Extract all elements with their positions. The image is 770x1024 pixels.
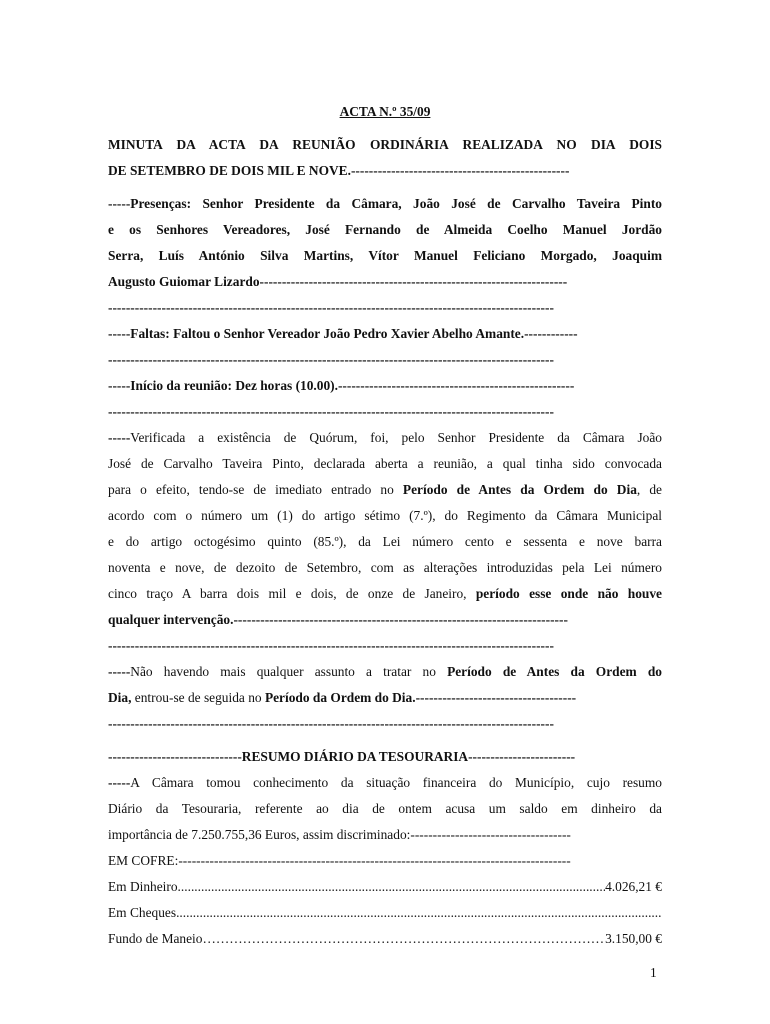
verificada-line-7: cinco traço A barra dois mil e dois, de onze de Janeiro, período esse onde não houve [108,586,662,601]
leader-dots [202,926,605,952]
verificada-line-8: qualquer intervenção.--------------------------------------------------------------------------- [108,612,568,627]
presencas-line-1: -----Presenças: Senhor Presidente da Câmara, João José de Carvalho Taveira Pinto [108,196,662,211]
em-dinheiro-value: 4.026,21 € [605,879,662,894]
naohavendo-line-1: -----Não havendo mais qualquer assunto a tratar no Período de Antes da Ordem do [108,664,662,679]
em-cheques-row [108,900,662,926]
separator-line: ---------------------------------------------------------------------------------------------------- [108,404,554,419]
verificada-line-4: acordo com o número um (1) do artigo sétimo (7.º), do Regimento da Câmara Municipal [108,508,662,523]
verificada-line-2: José de Carvalho Taveira Pinto, declarada aberta a reunião, a qual tinha sido convocada [108,456,662,471]
resumo-line-3: importância de 7.250.755,36 Euros, assim discriminado:------------------------------------ [108,827,571,842]
verificada-line-5: e do artigo octogésimo quinto (85.º), da Lei número cento e sessenta e nove barra [108,534,662,549]
separator-line: ---------------------------------------------------------------------------------------------------- [108,352,554,367]
naohavendo-line-2: Dia, entrou-se de seguida no Período da Ordem do Dia.------------------------------------ [108,690,577,705]
resumo-line-1: -----A Câmara tomou conhecimento da situação financeira do Município, cujo resumo [108,775,662,790]
verificada-line-6: noventa e nove, de dezoito de Setembro, com as alterações introduzidas pela Lei número [108,560,662,575]
verificada-line-1: -----Verificada a existência de Quórum, foi, pelo Senhor Presidente da Câmara João [108,430,662,445]
fundo-maneio-label: Fundo de Maneio [108,931,203,946]
subtitle-line-1: MINUTA DA ACTA DA REUNIÃO ORDINÁRIA REALIZADA NO DIA DOIS [108,137,662,152]
separator-line: ---------------------------------------------------------------------------------------------------- [108,300,554,315]
em-cofre-line: EM COFRE:---------------------------------------------------------------------------------------- [108,853,571,868]
separator-line: ---------------------------------------------------------------------------------------------------- [108,716,554,731]
resumo-heading: ------------------------------RESUMO DIÁRIO DA TESOURARIA------------------------ [108,749,576,764]
faltas-line: -----Faltas: Faltou o Senhor Vereador João Pedro Xavier Abelho Amante.------------ [108,326,578,341]
subtitle-line-2: DE SETEMBRO DE DOIS MIL E NOVE.------------------------------------------------- [108,163,570,178]
leader-dots [178,874,606,900]
em-dinheiro-row [108,874,662,900]
fundo-maneio-value: 3.150,00 € [605,931,662,946]
page-number: 1 [650,965,657,980]
fundo-maneio-row [108,926,662,952]
separator-line: ---------------------------------------------------------------------------------------------------- [108,638,554,653]
presencas-line-4: Augusto Guiomar Lizardo--------------------------------------------------------------------- [108,274,568,289]
presencas-line-3: Serra, Luís António Silva Martins, Vítor Manuel Feliciano Morgado, Joaquim [108,248,662,263]
presencas-line-2: e os Senhores Vereadores, José Fernando de Almeida Coelho Manuel Jordão [108,222,662,237]
inicio-line: -----Início da reunião: Dez horas (10.00).----------------------------------------------------- [108,378,575,393]
resumo-line-2: Diário da Tesouraria, referente ao dia de ontem acusa um saldo em dinheiro da [108,801,662,816]
leader-dots [176,900,662,926]
em-dinheiro-label: Em Dinheiro [108,879,178,894]
document-page [108,99,662,952]
acta-title: ACTA N.º 35/09 [339,104,431,119]
em-cheques-label: Em Cheques [108,905,177,920]
verificada-line-3: para o efeito, tendo-se de imediato entrado no Período de Antes da Ordem do Dia, de [108,482,662,497]
